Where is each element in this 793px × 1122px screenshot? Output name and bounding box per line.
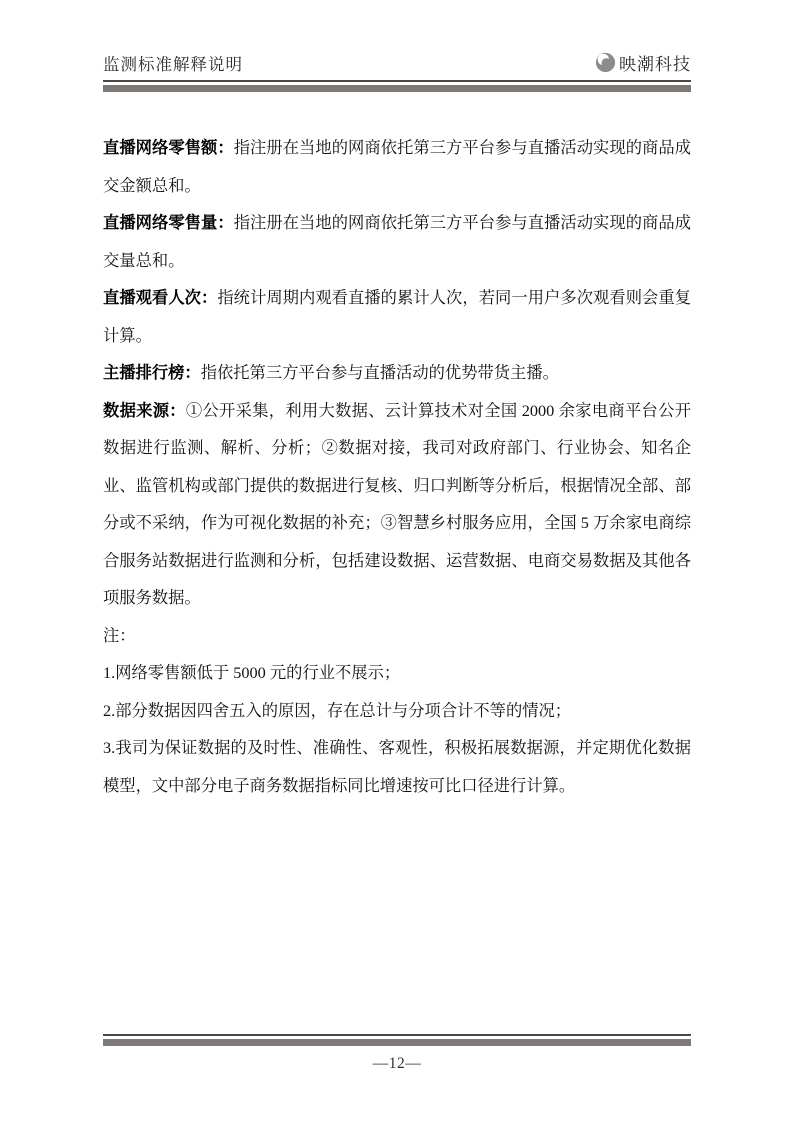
term-definition: 指统计周期内观看直播的累计人次，若同一用户多次观看则会重复计算。 xyxy=(103,288,691,345)
page-header xyxy=(103,50,691,92)
term-label: 直播观看人次： xyxy=(103,288,218,307)
term-label: 数据来源： xyxy=(103,400,186,420)
header-rule-thin xyxy=(103,80,691,82)
term-definition: 指注册在当地的网商依托第三方平台参与直播活动实现的商品成交金额总和。 xyxy=(103,138,691,195)
note-item: 3.我司为保证数据的及时性、准确性、客观性，积极拓展数据源，并定期优化数据模型，文中部分电子商务数据指标同比增速按可比口径进行计算。 xyxy=(103,738,691,795)
page-footer xyxy=(103,1029,691,1073)
note-item: 2.部分数据因四舍五入的原因，存在总计与分项合计不等的情况； xyxy=(103,700,572,720)
term-definition: ①公开采集，利用大数据、云计算技术对全国 2000 余家电商平台公开数据进行监测、解析、分析；②数据对接，我司对政府部门、行业协会、知名企业、监管机构或部门提供的数据进行复核、归口判断等分析后，根据情况全部、部分或不采纳，作为可视化数据的补充；③智慧乡村服务应用，全国 5 万余家电商综合服务站数据进行监测和分析，包括建设数据、运营数据、电商交易数据及其他各项服务数据。 xyxy=(103,400,691,607)
notes-label: 注： xyxy=(103,625,136,645)
term-label: 直播网络零售额： xyxy=(103,138,234,157)
brand-name: 映潮科技 xyxy=(619,55,691,74)
definition-paragraph xyxy=(103,392,691,617)
header-rule-thick xyxy=(103,85,691,92)
note-item: 1.网络零售额低于 5000 元的行业不展示； xyxy=(103,663,401,682)
header-title: 监测标准解释说明 xyxy=(103,55,243,74)
term-definition: 指依托第三方平台参与直播活动的优势带货主播。 xyxy=(200,363,559,382)
document-body xyxy=(103,129,691,804)
definition-paragraph xyxy=(103,279,691,354)
definition-paragraph xyxy=(103,354,691,392)
page-number: —12— xyxy=(372,1055,422,1072)
term-label: 主播排行榜： xyxy=(103,363,201,382)
footer-rule-thin xyxy=(103,1034,691,1036)
brand xyxy=(595,50,691,75)
definition-paragraph xyxy=(103,204,691,279)
term-label: 直播网络零售量： xyxy=(103,213,234,232)
term-definition: 指注册在当地的网商依托第三方平台参与直播活动实现的商品成交量总和。 xyxy=(103,213,691,270)
brand-logo-icon xyxy=(595,52,616,73)
footer-rule-thick xyxy=(103,1039,691,1046)
definition-paragraph xyxy=(103,129,691,204)
